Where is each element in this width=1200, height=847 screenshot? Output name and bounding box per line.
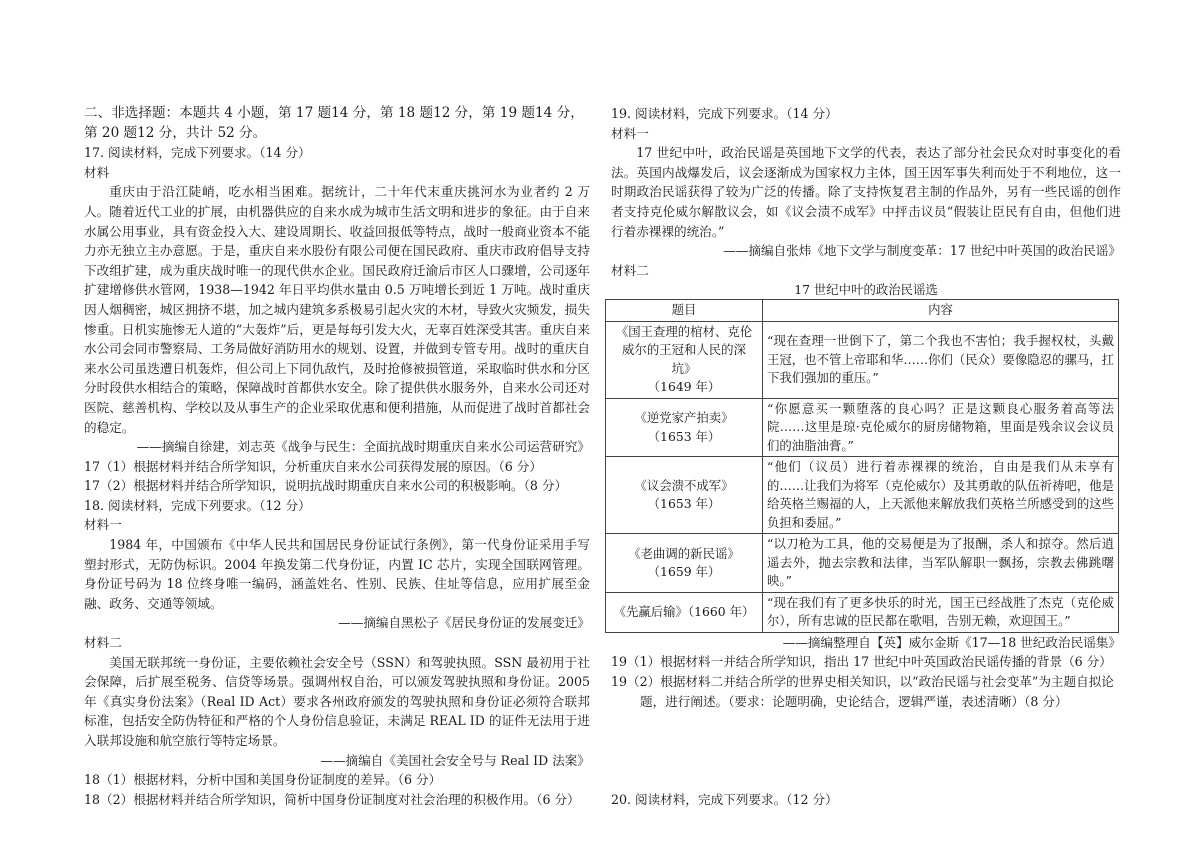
- q17-material-label: 材料: [84, 164, 110, 180]
- q19-prompt: 19. 阅读材料，完成下列要求。（14 分）: [611, 106, 838, 121]
- q19-material1-text: 17 世纪中叶，政治民谣是英国地下文学的代表，表达了部分社会民众对时事变化的看法。英国内战爆发后，议会逐渐成为国家权力主体，国王因军事失利而处于不利地位，这一时期政治民谣获得了较为广泛的传播。除了支持恢复君主制的作品外，另有一些民谣的创作者支持克伦威尔解散议会，如《议会渍不成军》中抨击议员“假装让臣民有自由，但他们进行着赤裸裸的统治。”: [611, 145, 1121, 239]
- q18-prompt: 18. 阅读材料，完成下列要求。（12 分）: [84, 497, 311, 513]
- ballad-content: “现在查理一世倒下了，第二个我也不害怕；我手握权杖，头戴王冠，也不管上帝耶和华……你们（民众）要像隐忍的骡马，扛下我们强加的重压。”: [763, 321, 1119, 398]
- q19-source1: ——摘编自张炜《地下文学与制度变革：17 世纪中叶英国的政治民谣》: [723, 243, 1121, 259]
- section-heading: 二、非选择题：本题共 4 小题，第 17 题14 分，第 18 题12 分，第 19 题14 分，第 20 题12 分，共计 52 分。: [84, 105, 584, 141]
- ballad-table: [605, 299, 1119, 633]
- ballad-title: 《逆党家产拍卖》: [634, 410, 734, 426]
- q19-sub2: 19（2）根据材料二并结合所学的世界史相关知识，以“政治民谣与社会变革”为主题自拟论题，进行阐述。（要求：论题明确，史论结合，逻辑严谨，表述清晰）（8 分）: [611, 674, 1114, 709]
- q19-material1-label: 材料一: [611, 125, 649, 141]
- q17-prompt: 17. 阅读材料，完成下列要求。（14 分）: [84, 145, 311, 161]
- q19-material2-label: 材料二: [611, 262, 649, 278]
- table-header-title: 题目: [606, 300, 763, 322]
- q18-sub2: 18（2）根据材料并结合所学知识，简析中国身份证制度对社会治理的积极作用。（6 分）: [84, 791, 580, 807]
- q17-sub1: 17（1）根据材料并结合所学知识，分析重庆自来水公司获得发展的原因。（6 分）: [84, 458, 542, 474]
- table-header-row: [606, 300, 1119, 322]
- table-caption: 17 世纪中叶的政治民谣选: [794, 282, 938, 298]
- right-column: [611, 104, 1121, 809]
- left-column: [84, 104, 590, 809]
- ballad-title: 《老曲调的新民谣》: [628, 545, 740, 561]
- q17-source: ——摘编自徐建，刘志英《战争与民生：全面抗战时期重庆自来水公司运营研究》: [136, 439, 590, 455]
- ballad-content: “现在我们有了更多快乐的时光，国王已经战胜了杰克（克伦威尔），所有忠诚的臣民都在歌唱，告别无赖，欢迎国王。”: [763, 592, 1119, 632]
- spacer: [611, 711, 1121, 731]
- ballad-year: （1653 年）: [647, 496, 721, 512]
- ballad-title: 《议会溃不成军》: [634, 477, 734, 493]
- q18-material1-text: 1984 年，中国颁布《中华人民共和国居民身份证试行条例》，第一代身份证采用手写塑封形式，无防伪标识。2004 年换发第二代身份证，内置 IC 芯片，实现全国联网管理。身份证号码为 18 位终身唯一编码，涵盖姓名、性别、民族、住址等信息，应用扩展至金融、政务、交通等领域。: [84, 537, 590, 611]
- q18-material2-text: 美国无联邦统一身份证，主要依赖社会安全号（SSN）和驾驶执照。SSN 最初用于社会保障，后扩展至税务、信贷等场景。强调州权自治，可以颁发驾驶执照和身份证。2005 年《真实身份法案》（Real ID Act）要求各州政府颁发的驾驶执照和身份证必须符合联邦标准，包括安全防伪特征和严格的个人身份信息验证，未满足 REAL ID 的证件无法用于进入联邦设施和航空旅行等特定场景。: [84, 654, 590, 748]
- ballad-year: （1659 年）: [647, 564, 721, 580]
- q20-prompt: 20. 阅读材料，完成下列要求。（12 分）: [611, 791, 838, 807]
- q18-source1: ——摘编自黑松子《居民身份证的发展变迁》: [338, 615, 590, 631]
- table-row: [606, 321, 1119, 398]
- ballad-content: “以刀枪为工具，他的交易便是为了报酬，杀人和掠夺。然后逍遥去外，抛去宗教和法律，当军队解职一飘扬，宗教去佛跳曙映。”: [763, 534, 1119, 593]
- ballad-content: “他们（议员）进行着赤裸裸的统治，自由是我们从未享有的……让我们为将军（克伦威尔）及其勇敢的队伍祈祷吧，他是给英格兰赐福的人，上天派他来解放我们英格兰所感受到的这些负担和委屈。”: [763, 457, 1119, 534]
- spacer: [611, 770, 1121, 790]
- table-header-content: 内容: [763, 300, 1119, 322]
- q19-sub1: 19（1）根据材料一并结合所学知识，指出 17 世纪中叶英国政治民谣传播的背景（6 分）: [611, 654, 1112, 670]
- ballad-title: 《国王查理的棺材、克伦威尔的王冠和人民的深坑》: [615, 323, 753, 376]
- q17-material-text: 重庆由于沿江陡峭，吃水相当困难。据统计，二十年代末重庆挑河水为业者约 2 万人。随着近代工业的扩展，由机器供应的自来水成为城市生活文明和进步的象征。由于自来水属公用事业，具有资金投入大、建设周期长、收益回报低等特点，战时一般商业资本不能力亦无独立主办意愿。于是，重庆自来水股份有限公司便在国民政府、重庆市政府倡导支持下改组扩建，成为重庆战时唯一的现代供水企业。国民政府迁渝后市区人口骤增，公司逐年扩建增修供水管网，1938—1942 年日平均供水量由 0.5 万吨增长到近 1 万吨。战时重庆因人烟稠密，城区拥挤不堪，加之城内建筑多系极易引起火灾的木材，导致火灾频发，损失惨重。日机实施惨无人道的“大轰炸”后，更是每每引发大火，无辜百姓深受其害。重庆自来水公司会同市警察局、工务局做好消防用水的规划、设置，并做到专管专用。战时的重庆自来水公司虽迭遭日机轰炸，但公司上下同仇敌忾，及时抢修被损管道，采取临时供水和分区分时段供水相结合的策略，保障战时首都供水安全。除了提供供水服务外，自来水公司还对医院、慈善机构、学校以及从事生产的企业采取优惠和便利措施，从而促进了战时首都社会的稳定。: [84, 184, 590, 435]
- q17-sub2: 17（2）根据材料并结合所学知识，说明抗战时期重庆自来水公司的积极影响。（8 分）: [84, 478, 568, 494]
- table-row: [606, 592, 1119, 632]
- ballad-title-cell: [606, 457, 763, 534]
- table-row: [606, 534, 1119, 593]
- ballad-title-cell: [606, 321, 763, 398]
- q18-material1-label: 材料一: [84, 517, 122, 533]
- spacer: [611, 731, 1121, 751]
- ballad-content: “你愿意买一颗堕落的良心吗？正是这颗良心服务着高等法院……这里是琼·克伦威尔的厨房储物箱，里面是残余议会议员们的油脂油膏。”: [763, 398, 1119, 457]
- q18-source2: ——摘编自《美国社会安全号与 Real ID 法案》: [320, 752, 590, 768]
- q18-material2-label: 材料二: [84, 635, 122, 651]
- ballad-title-cell: [606, 534, 763, 593]
- ballad-title: 《先赢后输》（1660 年）: [613, 604, 755, 620]
- ballad-year: （1649 年）: [647, 379, 721, 395]
- ballad-year: （1653 年）: [647, 428, 721, 444]
- spacer: [611, 750, 1121, 770]
- table-row: [606, 398, 1119, 457]
- q19-source2: ——摘编整理自【英】威尔金斯《17—18 世纪政治民谣集》: [782, 634, 1121, 650]
- table-row: [606, 457, 1119, 534]
- ballad-title-cell: [606, 592, 763, 632]
- ballad-title-cell: [606, 398, 763, 457]
- q18-sub1: 18（1）根据材料，分析中国和美国身份证制度的差异。（6 分）: [84, 772, 442, 788]
